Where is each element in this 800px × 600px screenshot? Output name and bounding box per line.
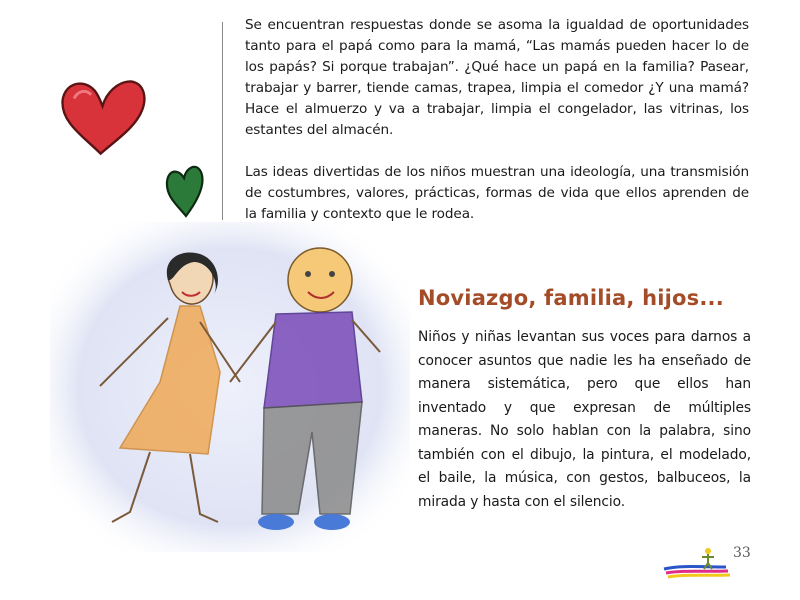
intro-paragraph: Se encuentran respuestas donde se asoma la igualdad de oportunidades tanto para el papá como para la mamá, “Las mamás pueden hacer lo de los papás? Si porque trabajan”. ¿Qué hace un papá en la familia? Pasear, trabajar y barrer, tiende camas, trapea, limpia el comedor ¿Y una mamá? Hace el almuerzo y va a trabajar, limpia el congelador, las vitrinas, los estantes del almacén.	[245, 17, 749, 138]
red-heart-icon	[55, 70, 150, 165]
green-heart-icon	[162, 160, 206, 218]
vertical-divider	[222, 22, 223, 220]
voices-paragraph: Niños y niñas levantan sus voces para darnos a conocer asuntos que nadie les ha enseñado de manera sistemática, pero que ellos han inventado y que expresan de múltiples maneras. No solo hablan con la palabra, sino también con el dibujo, la pintura, el modelado, el baile, la música, con gestos, balbuceos, la mirada y hasta con el silencio.	[418, 329, 751, 510]
page-number: 33	[733, 545, 751, 561]
section-heading: Noviazgo, familia, hijos...	[418, 286, 724, 310]
child-drawing-illustration	[50, 222, 410, 552]
ideology-paragraph: Las ideas divertidas de los niños muestran una ideología, una transmisión de costumbres, valores, prácticas, formas de vida que ellos aprenden de la familia y contexto que le rodea.	[245, 164, 749, 222]
